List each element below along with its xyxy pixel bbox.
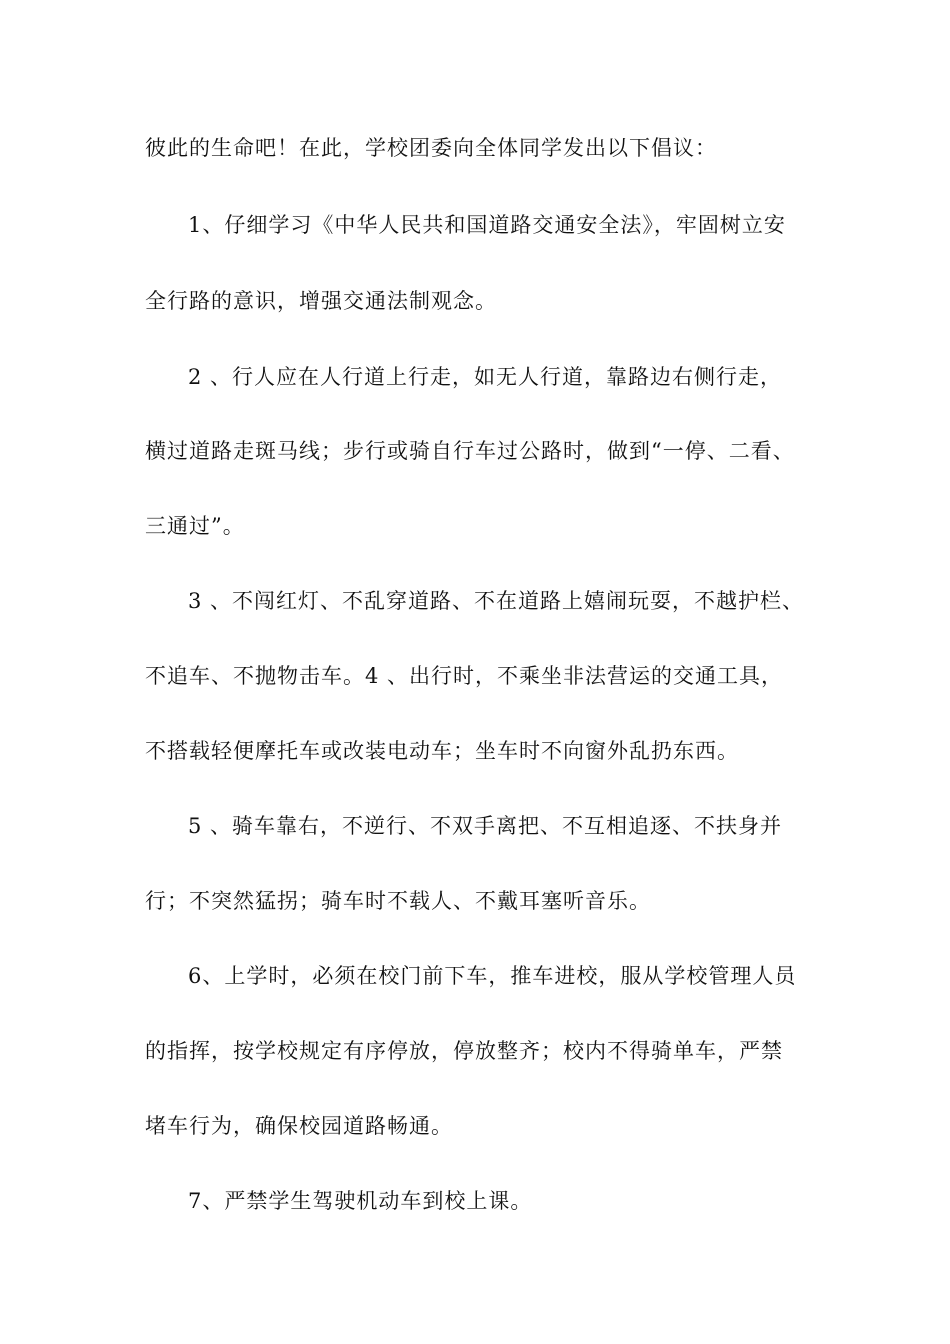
- text-line-14: 堵车行为，确保校园道路畅通。: [145, 1114, 453, 1138]
- text-line-10: 5 、骑车靠右，不逆行、不双手离把、不互相追逐、不扶身并: [188, 814, 783, 838]
- text-line-2: 1、仔细学习《中华人民共和国道路交通安全法》，牢固树立安: [188, 213, 786, 237]
- text-line-4: 2 、行人应在人行道上行走，如无人行道，靠路边右侧行走，: [188, 365, 783, 389]
- text-line-7: 3 、不闯红灯、不乱穿道路、不在道路上嬉闹玩耍，不越护栏、: [188, 589, 805, 613]
- text-line-3: 全行路的意识，增强交通法制观念。: [145, 289, 497, 313]
- text-line-12: 6、上学时，必须在校门前下车，推车进校，服从学校管理人员: [188, 964, 797, 988]
- text-line-5: 横过道路走斑马线；步行或骑自行车过公路时，做到“一停、二看、: [145, 439, 795, 463]
- text-line-13: 的指挥，按学校规定有序停放，停放整齐；校内不得骑单车，严禁: [145, 1039, 783, 1063]
- text-line-1: 彼此的生命吧！在此，学校团委向全体同学发出以下倡议：: [145, 136, 717, 160]
- text-line-11: 行；不突然猛拐；骑车时不载人、不戴耳塞听音乐。: [145, 889, 651, 913]
- text-line-15: 7、严禁学生驾驶机动车到校上课。: [188, 1189, 533, 1213]
- text-line-9: 不搭载轻便摩托车或改装电动车；坐车时不向窗外乱扔东西。: [145, 739, 739, 763]
- text-line-8: 不追车、不抛物击车。4 、出行时，不乘坐非法营运的交通工具，: [145, 664, 784, 688]
- text-line-6: 三通过”。: [145, 514, 245, 538]
